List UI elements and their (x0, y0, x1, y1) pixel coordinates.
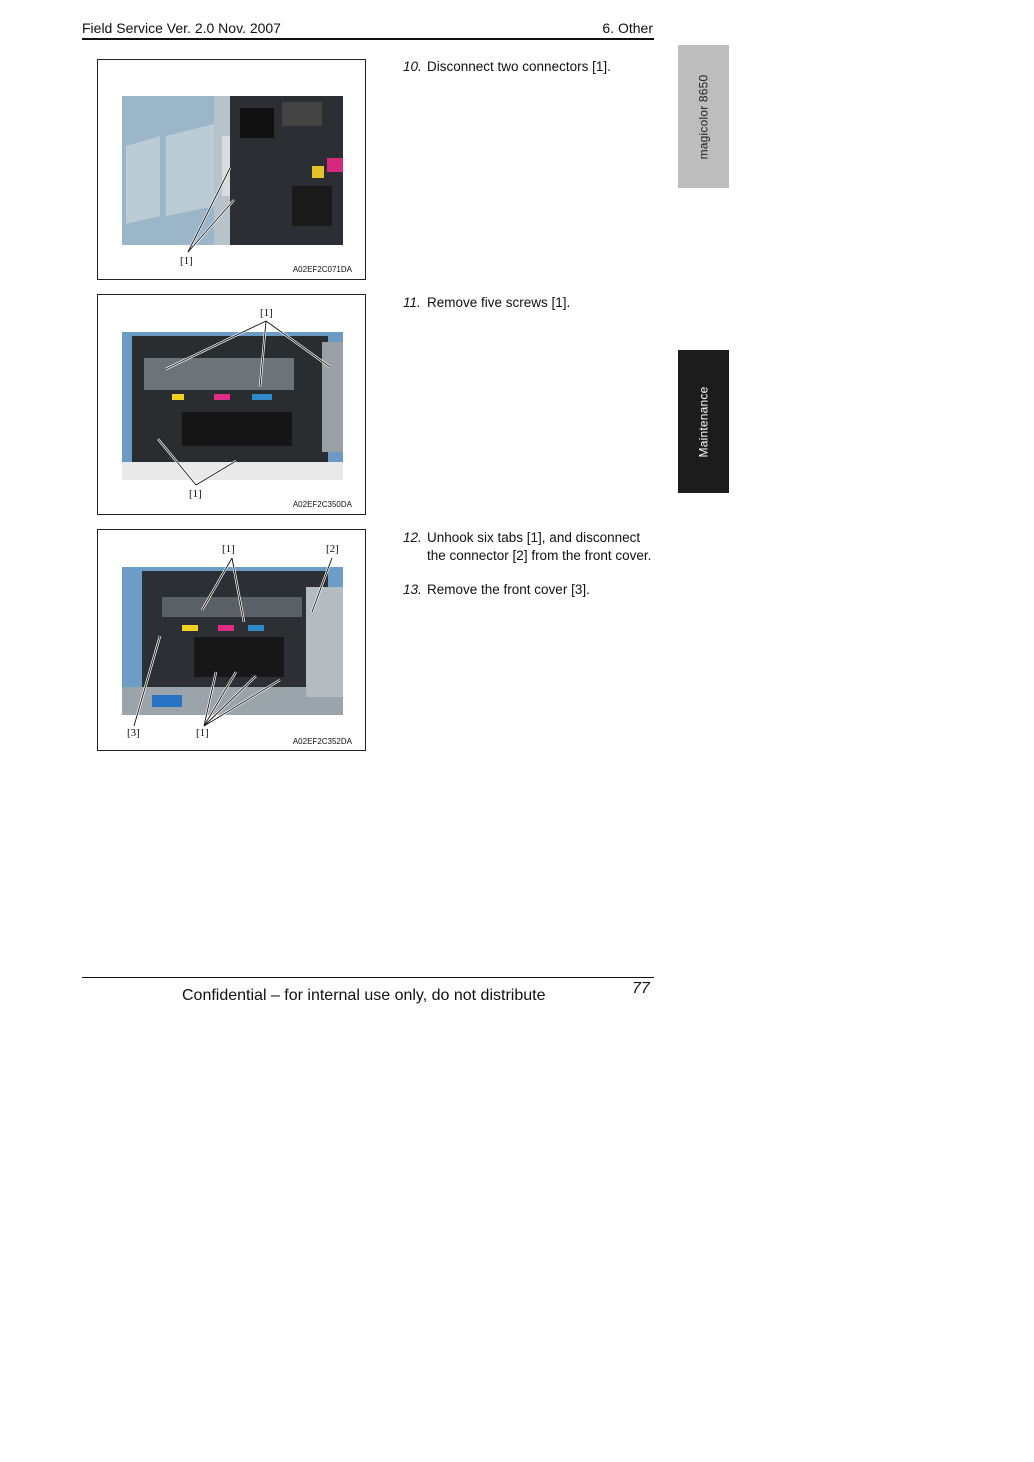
side-tab-product (678, 45, 729, 188)
step-12-text: Unhook six tabs [1], and disconnect the connector [2] from the front cover. (427, 530, 652, 563)
step-10-text: Disconnect two connectors [1]. (427, 59, 611, 74)
step-13-number: 13. (403, 582, 422, 597)
side-tab-product-label: magicolor 8650 (696, 74, 711, 159)
footer-rule (82, 977, 654, 978)
header-left: Field Service Ver. 2.0 Nov. 2007 (82, 20, 281, 36)
figure-1-arrows (98, 60, 367, 281)
header-rule (82, 38, 654, 40)
figure-2-arrows (98, 295, 367, 516)
figure-3-callout-tabs-bottom: [1] (196, 727, 209, 739)
step-11 (403, 294, 653, 312)
footer-notice: Confidential – for internal use only, do not distribute (182, 987, 546, 1004)
figure-3-callout-front-cover: [3] (127, 727, 140, 739)
figure-2 (97, 294, 366, 515)
figure-3 (97, 529, 366, 751)
side-tab-section-label: Maintenance (696, 386, 711, 457)
page-number: 77 (632, 980, 650, 997)
header-right: 6. Other (602, 20, 653, 36)
step-12 (403, 529, 653, 564)
side-tab-section (678, 350, 729, 493)
figure-2-callout-top: [1] (260, 307, 273, 319)
figure-3-arrows (98, 530, 367, 752)
figure-3-callout-tabs-top: [1] (222, 543, 235, 555)
figure-3-callout-connector: [2] (326, 543, 339, 555)
figure-2-code: A02EF2C350DA (292, 500, 352, 509)
step-13 (403, 581, 653, 599)
step-10 (403, 58, 653, 76)
step-11-number: 11. (403, 295, 421, 310)
figure-1-callout-1: [1] (180, 255, 193, 267)
figure-1 (97, 59, 366, 280)
step-10-number: 10. (403, 59, 422, 74)
figure-3-code: A02EF2C352DA (292, 737, 352, 746)
step-11-text: Remove five screws [1]. (427, 295, 571, 310)
step-13-text: Remove the front cover [3]. (427, 582, 590, 597)
figure-1-code: A02EF2C071DA (292, 265, 352, 274)
figure-2-callout-bottom: [1] (189, 488, 202, 500)
step-12-number: 12. (403, 530, 422, 545)
